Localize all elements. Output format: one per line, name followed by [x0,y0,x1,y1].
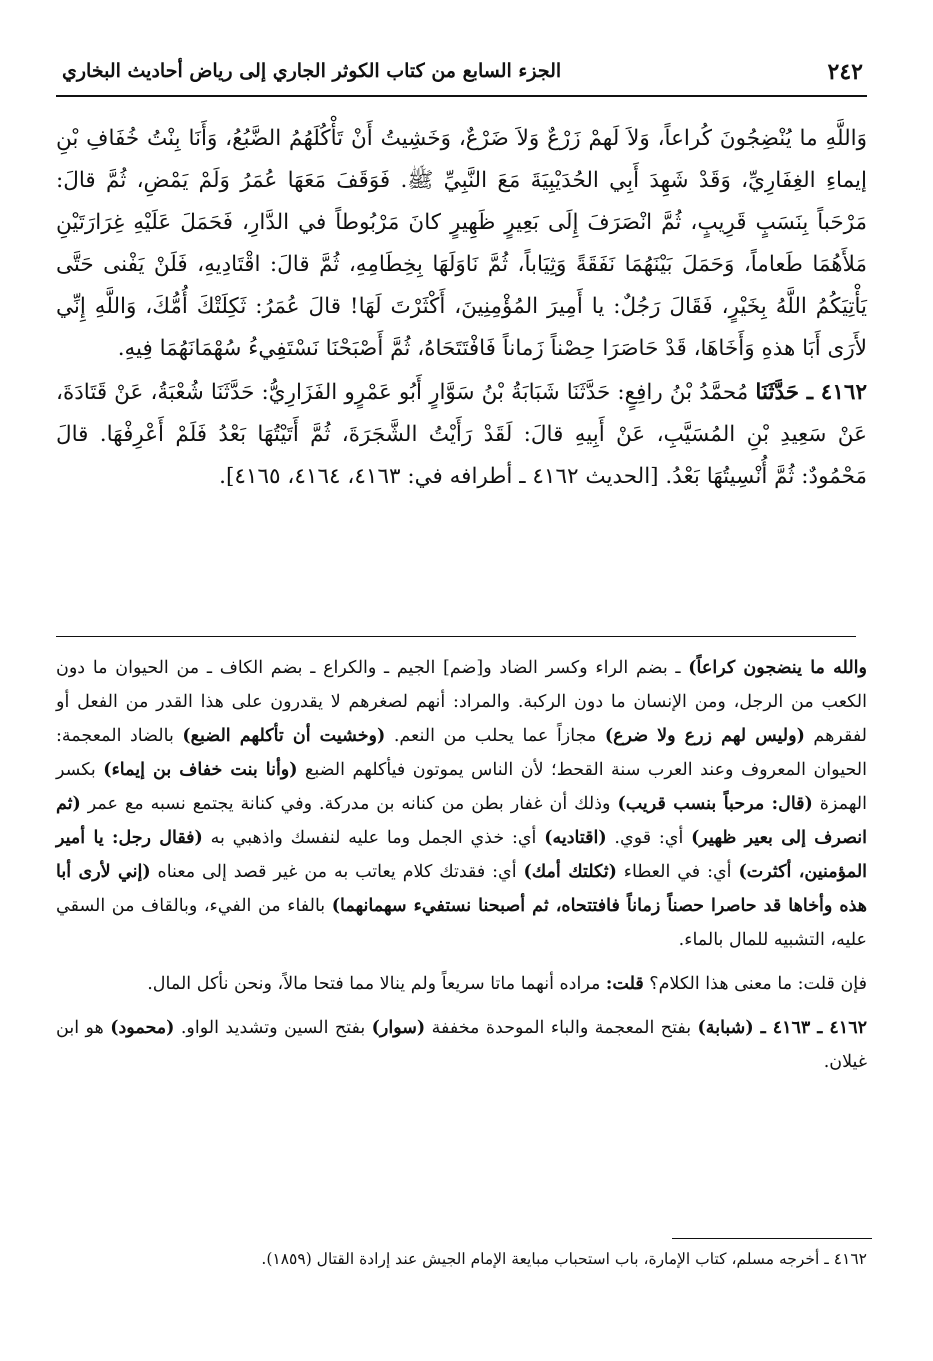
commentary-segment: بفتح السين وتشديد الواو. [174,1018,372,1038]
page-header [56,55,867,97]
commentary-segment: أي: في العطاء [616,862,739,882]
hadith-paragraph: وَاللَّهِ ما يُنْضِجُونَ كُراعاً، وَلاَ لَهمْ زَرْعٌ وَلاَ ضَرْعٌ، وَخَشِيتُ أَنْ تَأْكُلَهُمُ الضَّبُعُ، وَأَنَا بِنْتُ خُفَافِ بْنِ إيماءِ الغِفَارِيِّ، وَقَدْ شَهِدَ أَبِي الحُدَيْبِيَةَ مَعَ النَّبِيِّ ﷺ. فَوَقَفَ مَعَهَا عُمَرُ وَلَمْ يَمْضِ، ثُمَّ قالَ: مَرْحَباً بِنَسَبٍ قَرِيبٍ، ثُمَّ انْصَرَفَ إِلَى بَعِيرٍ ظَهِيرٍ كانَ مَرْبُوطاً في الدَّارِ، فَحَمَلَ عَلَيْهِ غِرَارَتَيْنِ مَلأَهُمَا طَعاماً، وَحَمَلَ بَيْنَهُمَا نَفَقَةً وَثِيَاباً، ثُمَّ نَاوَلَهَا بِخِطَامِهِ، ثُمَّ قالَ: اقْتَادِيهِ، فَلَنْ يَفْنى حَتَّى يَأْتِيَكُمُ اللَّهُ بِخَيْرٍ، فَقَالَ رَجُلٌ: يا أَمِيرَ المُؤْمِنِينَ، أَكْثَرْتَ لَهَا! قالَ عُمَرُ: ثَكِلَتْكَ أُمُّكَ، وَاللَّهِ إِنِّي لأَرَى أَبَا هذهِ وَأَخَاهَا، قَدْ حَاصَرَا حِصْناً زَماناً فَافْتَتَحَاهُ، ثُمَّ أَصْبَحْنَا نَسْتَفِيءُ سُهْمَانَهُمَا فِيهِ. [56,126,867,361]
quoted-phrase: (محمود) [110,1018,175,1038]
quoted-phrase: (فقال رجل: يا أمير المؤمنين، أكثرت) [56,828,868,882]
quoted-phrase: (ثكلتك أمك) [523,862,617,882]
running-title: الجزء السابع من كتاب الكوثر الجاري إلى رياض أحاديث البخاري [62,60,562,82]
commentary-paragraph [56,967,867,1001]
commentary-segment: بالفاء من الفيء، وبالقاف من السقي عليه، التشبيه للمال بالماء. [56,896,867,950]
commentary-segment: بكسر الهمزة [56,760,868,814]
commentary-paragraph [56,651,867,957]
hadith-text [56,118,867,498]
commentary-segment: أي: فقدتك كلام يعاتب به من غير قصد إلى معناه [150,862,524,882]
quoted-phrase: (إني لأرى أبا هذه وأخاها قد حاصرا حصناً زماناً فافتتحاه، ثم أصبحنا نستفيء سهمانهما) [56,862,867,916]
commentary-segment: مجازاً عما يحلب من النعم. [385,726,605,746]
footnote [56,1245,867,1273]
hadith-isnad: مُحمَّدُ بْنُ رافِعٍ: حَدَّثَنَا شَبَابَةُ بْنُ سَوَّارٍ أَبُو عَمْرٍو الفَزَارِيُّ: حَدَّثَنَا شُعْبَةُ، عَنْ قَتَادَةَ، عَنْ سَعِيدِ بْنِ المُسَيَّبِ، عَنْ أَبِيهِ قالَ: لَقَدْ رَأَيْتُ الشَّجَرَةَ، ثُمَّ أَتَيْتُهَا بَعْدُ فَلَمْ أَعْرِفْهَا. قالَ مَحْمُودٌ: ثُمَّ أُنْسِيتُهَا بَعْدُ. [الحديث ٤١٦٢ ـ أطرافه في: ٤١٦٣، ٤١٦٤، ٤١٦٥]. [56,380,867,489]
commentary-segment: هو ابن غيلان. [56,1018,867,1072]
quoted-phrase: (وليس لهم زرع ولا ضرع) [604,726,805,746]
page-number: ٢٤٢ [827,59,863,85]
quoted-phrase: قلت: [605,974,644,994]
commentary-segment: مراده أنهما ماتا سريعاً ولم ينالا مما فتحا مالاً، ونحن نأكل المال. [147,974,606,994]
commentary-text [56,651,867,1079]
commentary-segment: بالضاد المعجمة: الحيوان المعروف وعند العرب سنة القحط؛ لأن الناس يموتون فيأكلهم الضبع [56,726,867,780]
commentary-segment: فإن قلت: ما معنى هذا الكلام؟ [643,974,867,994]
quoted-phrase: والله ما ينضجون كراعاً) [688,658,867,678]
quoted-phrase: (وأنا بنت خفاف بن إيماء) [103,760,298,780]
footnote-text: ٤١٦٢ ـ أخرجه مسلم، كتاب الإمارة، باب استحباب مبايعة الإمام الجيش عند إرادة القتال (١٨٥٩). [261,1250,867,1268]
commentary-segment: وذلك أن غفار بطن من كنانه بن مدركة. وفي كنانة يجتمع نسبه مع عمر [80,794,618,814]
quoted-phrase: (سوار) [371,1018,426,1038]
commentary-segment: بفتح المعجمة والباء الموحدة مخففة [425,1018,698,1038]
hadith-paragraph [56,372,867,498]
footnote-divider [672,1238,872,1239]
quoted-phrase: (وخشيت أن تأكلهم الضبع) [182,726,386,746]
commentary-segment: أي: خذي الجمل وما عليه لنفسك واذهبي به [202,828,545,848]
commentary-segment: ـ بضم الراء وكسر الضاد و[ضم] الجيم ـ والكراع ـ بضم الكاف ـ من الحيوان ما دون الكعب من الرجل، ومن الإنسان ما دون الركبة. والمراد: أنهم لصغرهم لا يقدرون على هذا القدر من الفعل أو لفقرهم [56,658,867,746]
quoted-phrase: (اقتاديه) [544,828,607,848]
section-divider [56,636,856,637]
hadith-number: ٤١٦٢ ـ حَدَّثَنَا [755,380,867,405]
commentary-segment: أي: قوي. [606,828,692,848]
quoted-phrase: (ثم انصرف إلى بعير ظهير) [56,794,867,848]
commentary-paragraph [56,1011,867,1079]
quoted-phrase: (قال: مرحباً بنسب قريب) [617,794,813,814]
quoted-phrase: ٤١٦٢ ـ ٤١٦٣ ـ (شبابة) [697,1018,868,1038]
